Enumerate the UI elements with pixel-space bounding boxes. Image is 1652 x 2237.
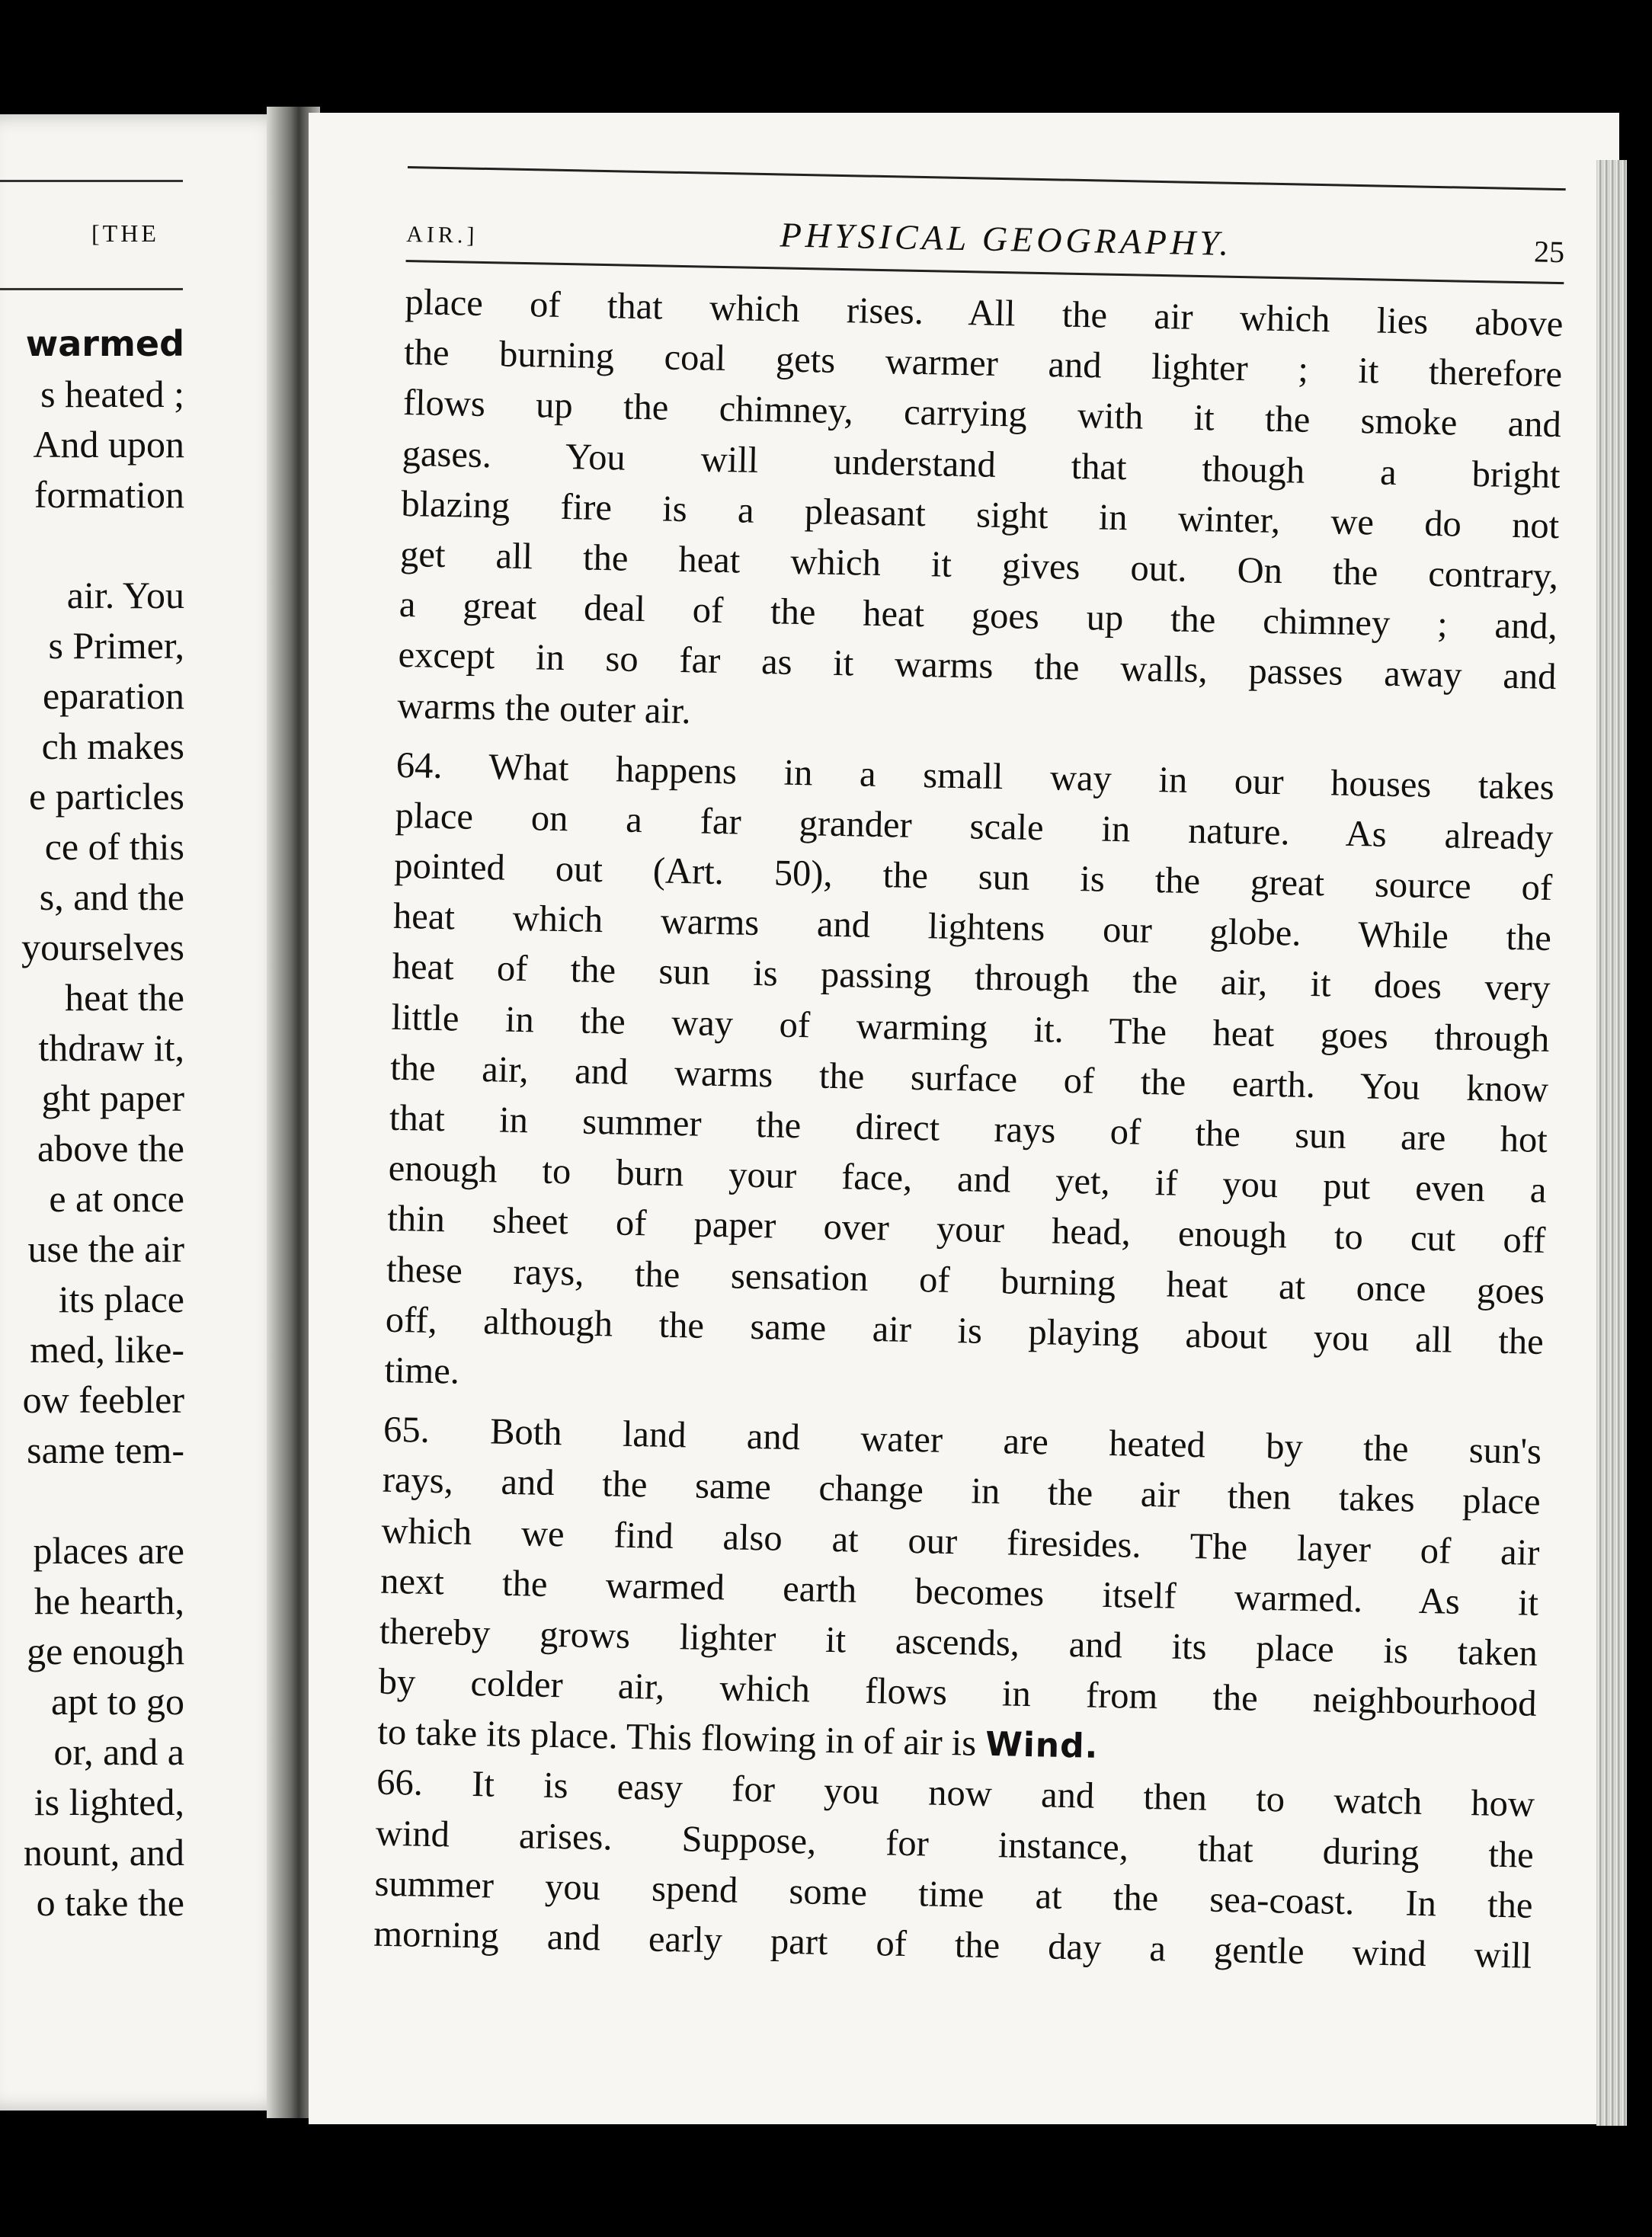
left-page [0,114,290,2111]
text-line: these rays, the sensation of burning heat at once goes [386,1249,1545,1312]
text-line: gases. You will understand that though a bright [402,433,1561,496]
left-text-line: ce of this [44,825,184,868]
text-line: enough to burn your face, and yet, if you put even a [388,1147,1547,1211]
left-text-line: warmed [25,323,184,364]
text-line: by colder air, which flows in from the neighbourhood [378,1661,1538,1724]
left-text-line: eparation [42,674,184,717]
text-line: the burning coal gets warmer and lighter ; it therefore [403,332,1563,395]
running-head-title: PHYSICAL GEOGRAPHY. [780,215,1233,263]
left-text-line: he hearth, [34,1579,184,1622]
text-line: place on a far grander scale in nature. As already [395,795,1554,858]
left-text-line: e at once [49,1177,184,1220]
page-edges [1596,160,1627,2126]
paragraph-65 [378,1405,1542,1730]
left-text-line: apt to go [51,1680,184,1723]
text-line: place of that which rises. All the air which lies above [405,281,1564,345]
left-text-line: ch makes [41,725,184,767]
left-text-line: its place [58,1278,184,1320]
left-running-head: [THE [91,219,159,247]
wind-term: Wind. [984,1725,1099,1767]
left-text-line: formation [34,473,184,516]
text-line: summer you spend some time at the sea-coast. In the [374,1863,1533,1926]
left-text-line: And upon [33,423,184,466]
running-head [406,199,1565,270]
paragraph-66 [373,1758,1535,1982]
text-line: 64. What happens in a small way in our houses takes [395,744,1555,808]
text-line: time. [384,1349,460,1392]
text-line: blazing fire is a pleasant sight in winter, we do not [400,483,1560,546]
text-line: heat which warms and lightens our globe. While the [392,896,1552,959]
left-text-line: above the [37,1127,184,1170]
left-text-line: o take the [36,1881,184,1924]
text-line: 65. Both land and water are heated by the sun's [383,1409,1542,1472]
left-header-rule [0,288,183,290]
left-text-line: thdraw it, [38,1026,184,1069]
text-line: rays, and the same change in the air then takes place [382,1459,1542,1523]
text-line: next the warmed earth becomes itself warmed. As it [379,1560,1539,1624]
page-body [373,277,1564,1982]
header-top-rule [408,166,1566,190]
text-line: flows up the chimney, carrying with it the smoke and [402,382,1562,446]
page-number: 25 [1533,234,1565,270]
left-text-line: air. You [66,574,184,616]
left-text-line: same tem- [27,1429,184,1471]
text-line: get all the heat which it gives out. On the contrary, [399,533,1559,597]
left-text-line: use the air [27,1227,184,1270]
left-text-line: s Primer, [48,624,184,667]
text-line: warms the outer air. [396,685,692,731]
text-line: morning and early part of the day a gentle wind will [373,1913,1532,1976]
text-line: a great deal of the heat goes up the chimney ; and, [399,584,1558,648]
left-text-line: is lighted, [34,1781,184,1823]
paragraph-64 [384,741,1554,1418]
left-top-rule [0,180,183,182]
wind-sentence: to take its place. This flowing in of air is [377,1711,986,1765]
left-text-line: places are [33,1529,184,1572]
left-text-line [0,520,184,570]
text-line: little in the way of warming it. The heat goes through [391,997,1550,1060]
text-line: except in so far as it warms the walls, passes away and [398,635,1557,698]
left-text-line: ge enough [27,1630,184,1672]
text-line: that in summer the direct rays of the sun are hot [389,1097,1548,1160]
text-line: 66. It is easy for you now and then to watch how [376,1762,1535,1826]
paragraph-continuation [397,277,1564,754]
text-line: thereby grows lighter it ascends, and its place is taken [379,1611,1538,1674]
text-line: the air, and warms the surface of the earth. You know [389,1047,1549,1110]
text-line: wind arises. Suppose, for instance, that during the [375,1813,1535,1876]
left-text-line: nount, and [23,1831,184,1874]
left-text-line: ght paper [41,1077,184,1119]
left-text-line: heat the [65,976,184,1019]
left-text-line: e particles [28,775,184,818]
left-text-line: ow feebler [22,1378,184,1421]
left-text-line: med, like- [30,1328,184,1371]
text-line: which we find also at our firesides. The layer of air [381,1510,1540,1573]
text-line: thin sheet of paper over your head, enough to cut off [386,1199,1546,1262]
left-page-text [0,318,184,1928]
text-line: heat of the sun is passing through the air, it does very [392,946,1551,1010]
right-page [309,113,1619,2124]
left-text-line: s, and the [39,875,184,918]
left-text-line [0,1475,184,1525]
running-head-section: AIR.] [405,221,479,248]
text-line: pointed out (Art. 50), the sun is the great source of [393,845,1553,909]
text-line: off, although the same air is playing about you all the [385,1299,1545,1362]
left-text-line: yourselves [21,926,184,968]
left-text-line: or, and a [53,1730,184,1773]
left-text-line: s heated ; [40,373,184,415]
